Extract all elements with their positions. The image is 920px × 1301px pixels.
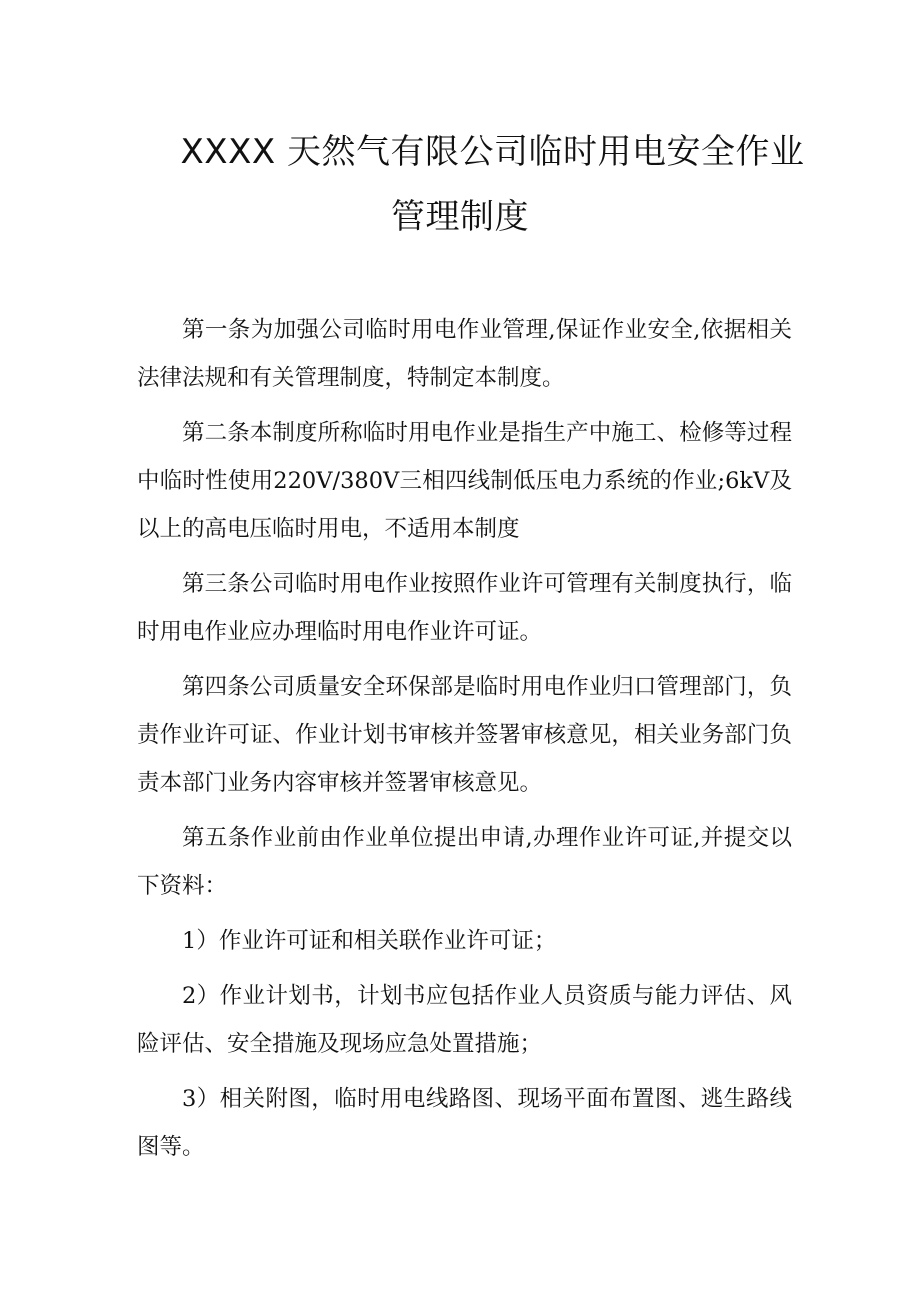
document-title-line-1: XXXX 天然气有限公司临时用电安全作业 bbox=[180, 132, 805, 172]
list-item-1: 1）作业许可证和相关联作业许可证； bbox=[182, 928, 557, 954]
list-item-3: 3）相关附图，临时用电线路图、现场平面布置图、逃生路线图等。 bbox=[137, 1086, 792, 1160]
article-3-paragraph: 第三条公司临时用电作业按照作业许可管理有关制度执行，临时用电作业应办理临时用电作业许可证。 bbox=[137, 571, 792, 645]
document-title-line-2: 管理制度 bbox=[391, 197, 529, 237]
article-5-paragraph: 第五条作业前由作业单位提出申请,办理作业许可证,并提交以下资料： bbox=[137, 825, 792, 899]
article-2-paragraph: 第二条本制度所称临时用电作业是指生产中施工、检修等过程中临时性使用220V/380V三相四线制低压电力系统的作业;6kV及以上的高电压临时用电，不适用本制度 bbox=[137, 420, 792, 542]
document-body bbox=[137, 306, 792, 1178]
article-1-paragraph: 第一条为加强公司临时用电作业管理,保证作业安全,依据相关法律法规和有关管理制度，特制定本制度。 bbox=[137, 317, 792, 391]
article-4-paragraph: 第四条公司质量安全环保部是临时用电作业归口管理部门，负责作业许可证、作业计划书审核并签署审核意见，相关业务部门负责本部门业务内容审核并签署审核意见。 bbox=[137, 674, 792, 796]
list-item-2: 2）作业计划书，计划书应包括作业人员资质与能力评估、风险评估、安全措施及现场应急处置措施； bbox=[137, 983, 792, 1057]
